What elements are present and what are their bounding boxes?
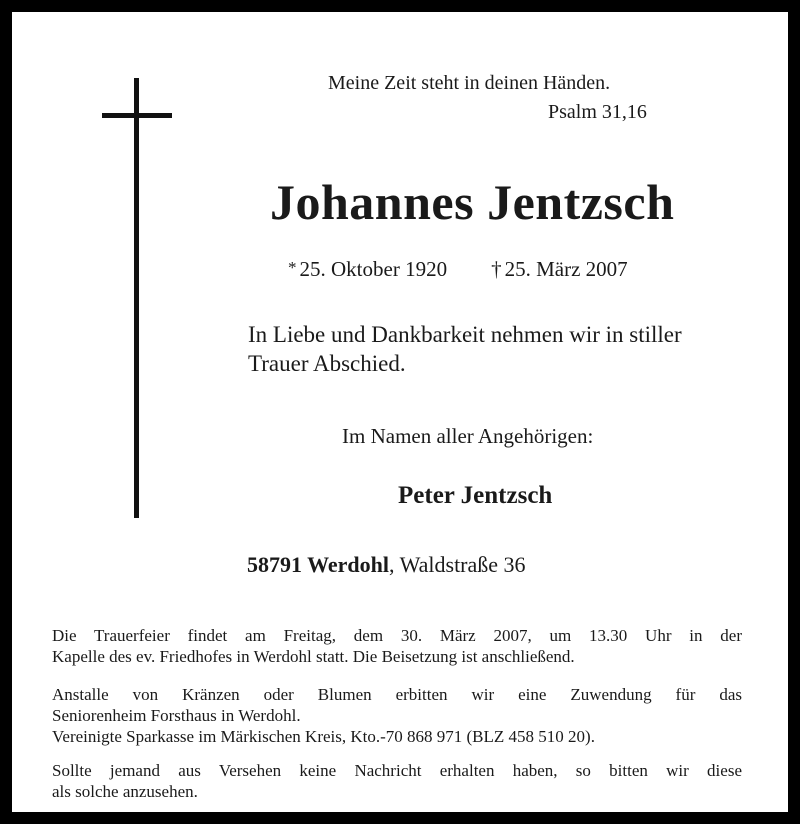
- notice-line: Anstalle von Kränzen oder Blumen erbitten wir eine Zuwendung für das: [52, 685, 742, 704]
- bible-quote: Meine Zeit steht in deinen Händen.: [328, 72, 611, 94]
- notice-line: als solche anzusehen.: [52, 782, 198, 801]
- notice-line: Sollte jemand aus Versehen keine Nachricht erhalten haben, so bitten wir diese: [52, 761, 742, 780]
- death-symbol-icon: †: [491, 257, 502, 281]
- signer-name: Peter Jentzsch: [398, 482, 553, 509]
- funeral-service-notice: [52, 625, 742, 667]
- address-separator: ,: [389, 552, 395, 577]
- cross-icon-horizontal: [102, 113, 172, 118]
- bible-reference: Psalm 31,16: [548, 101, 647, 123]
- life-dates: [288, 257, 628, 282]
- notice-line: Die Trauerfeier findet am Freitag, dem 30. März 2007, um 13.30 Uhr in der: [52, 626, 742, 645]
- birth-symbol: *: [288, 258, 297, 277]
- bank-details: Vereinigte Sparkasse im Märkischen Kreis, Kto.-70 868 971 (BLZ 458 510 20).: [52, 727, 595, 746]
- donation-notice: [52, 684, 742, 747]
- address-city: 58791 Werdohl: [247, 552, 390, 577]
- notice-line: Kapelle des ev. Friedhofes in Werdohl statt. Die Beisetzung ist anschließend.: [52, 647, 575, 666]
- missed-notification-notice: [52, 760, 742, 802]
- notice-line: Seniorenheim Forsthaus in Werdohl.: [52, 706, 301, 725]
- deceased-name: Johannes Jentzsch: [270, 174, 675, 230]
- on-behalf-label: Im Namen aller Angehörigen:: [342, 424, 594, 448]
- address-street: Waldstraße 36: [399, 552, 526, 577]
- birth-date: 25. Oktober 1920: [299, 257, 448, 281]
- address: [247, 552, 526, 578]
- cross-icon-vertical: [134, 78, 139, 518]
- farewell-line: In Liebe und Dankbarkeit nehmen wir in stiller: [248, 322, 682, 347]
- death-date: 25. März 2007: [504, 257, 628, 281]
- farewell-text: [248, 320, 748, 378]
- farewell-line: Trauer Abschied.: [248, 351, 406, 376]
